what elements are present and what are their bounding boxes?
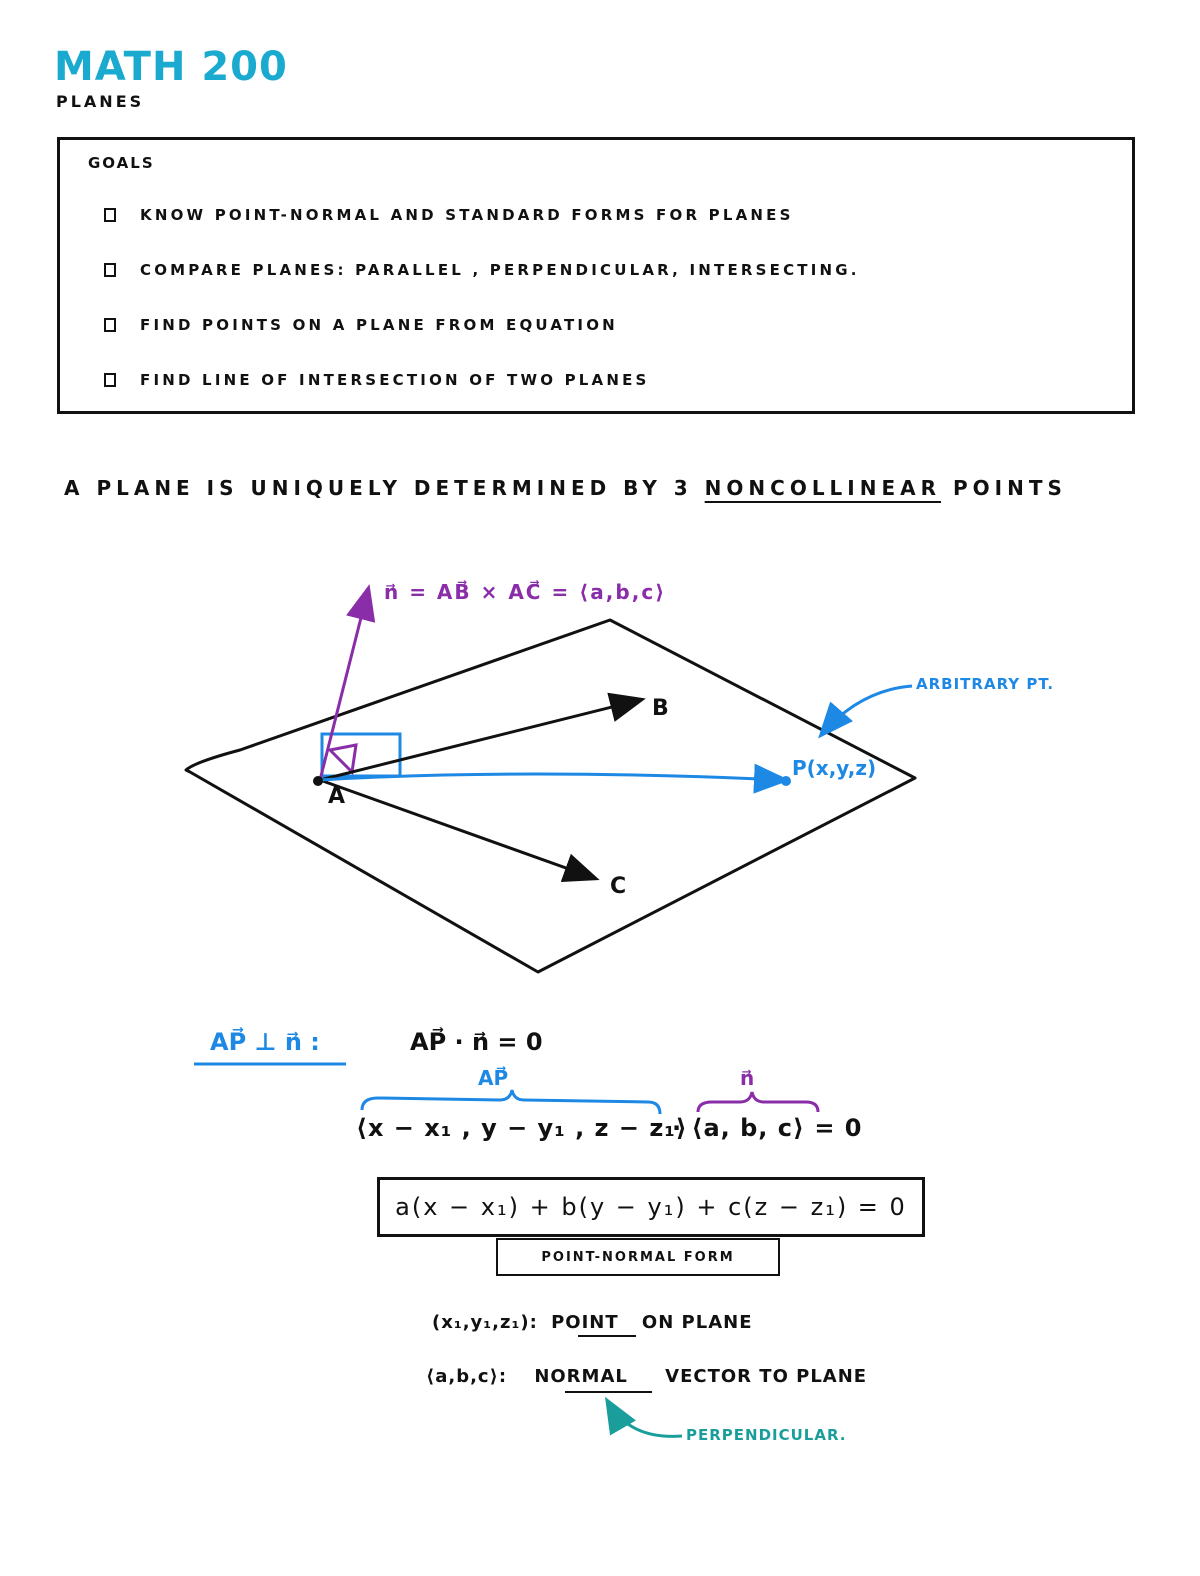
goal-item: FIND POINTS ON A PLANE FROM EQUATION	[104, 316, 618, 334]
plane-outline	[186, 620, 915, 972]
brace-n	[698, 1092, 818, 1112]
point-b-label: B	[652, 696, 669, 721]
goal-item: COMPARE PLANES: PARALLEL , PERPENDICULAR, INTERSECTING.	[104, 261, 860, 279]
point-c-label: C	[610, 874, 627, 899]
page-subtitle: PLANES	[56, 92, 145, 111]
goal-item: KNOW POINT-NORMAL AND STANDARD FORMS FOR PLANES	[104, 206, 794, 224]
brace-n-label: n⃗	[740, 1066, 755, 1090]
point-a-dot	[313, 776, 323, 786]
normal-vector-label: n⃗ = AB⃗ × AC⃗ = ⟨a,b,c⟩	[384, 580, 667, 604]
perpendicular-arrow	[608, 1402, 682, 1436]
point-p-label: P(x,y,z)	[792, 756, 877, 780]
point-definition: (x₁,y₁,z₁): POINT ON PLANE	[432, 1312, 753, 1333]
perpendicular-note: PERPENDICULAR.	[686, 1426, 847, 1444]
expansion-vector: ⟨x − x₁ , y − y₁ , z − z₁⟩	[356, 1114, 688, 1142]
dot-product-zero: AP⃗ · n⃗ = 0	[410, 1028, 543, 1056]
noncollinear-underlined: NONCOLLINEAR	[704, 476, 942, 500]
normal-vector	[320, 590, 368, 780]
goals-heading: GOALS	[88, 154, 155, 172]
point-a-label: A	[328, 784, 346, 809]
vector-ac	[320, 780, 594, 878]
normal-angle-marker	[330, 745, 356, 772]
point-normal-form-label: POINT-NORMAL FORM	[496, 1238, 780, 1276]
point-normal-equation: a(x − x₁) + b(y − y₁) + c(z − z₁) = 0	[377, 1177, 925, 1237]
brace-ap-label: AP⃗	[478, 1066, 509, 1090]
goal-item: FIND LINE OF INTERSECTION OF TWO PLANES	[104, 371, 650, 389]
arbitrary-arrow	[822, 686, 912, 734]
plane-statement: A PLANE IS UNIQUELY DETERMINED BY 3 NONCOLLINEAR POINTS	[64, 476, 1067, 500]
perp-statement: AP⃗ ⊥ n⃗ :	[210, 1028, 320, 1056]
vector-ab	[320, 700, 640, 780]
arbitrary-point-label: ARBITRARY PT.	[916, 675, 1055, 693]
normal-definition: ⟨a,b,c⟩: NORMAL VECTOR TO PLANE	[426, 1366, 868, 1387]
page-title: MATH 200	[54, 44, 288, 90]
brace-ap	[362, 1090, 660, 1114]
point-p-dot	[781, 776, 791, 786]
expansion-dot: · ⟨a, b, c⟩ = 0	[672, 1114, 863, 1142]
